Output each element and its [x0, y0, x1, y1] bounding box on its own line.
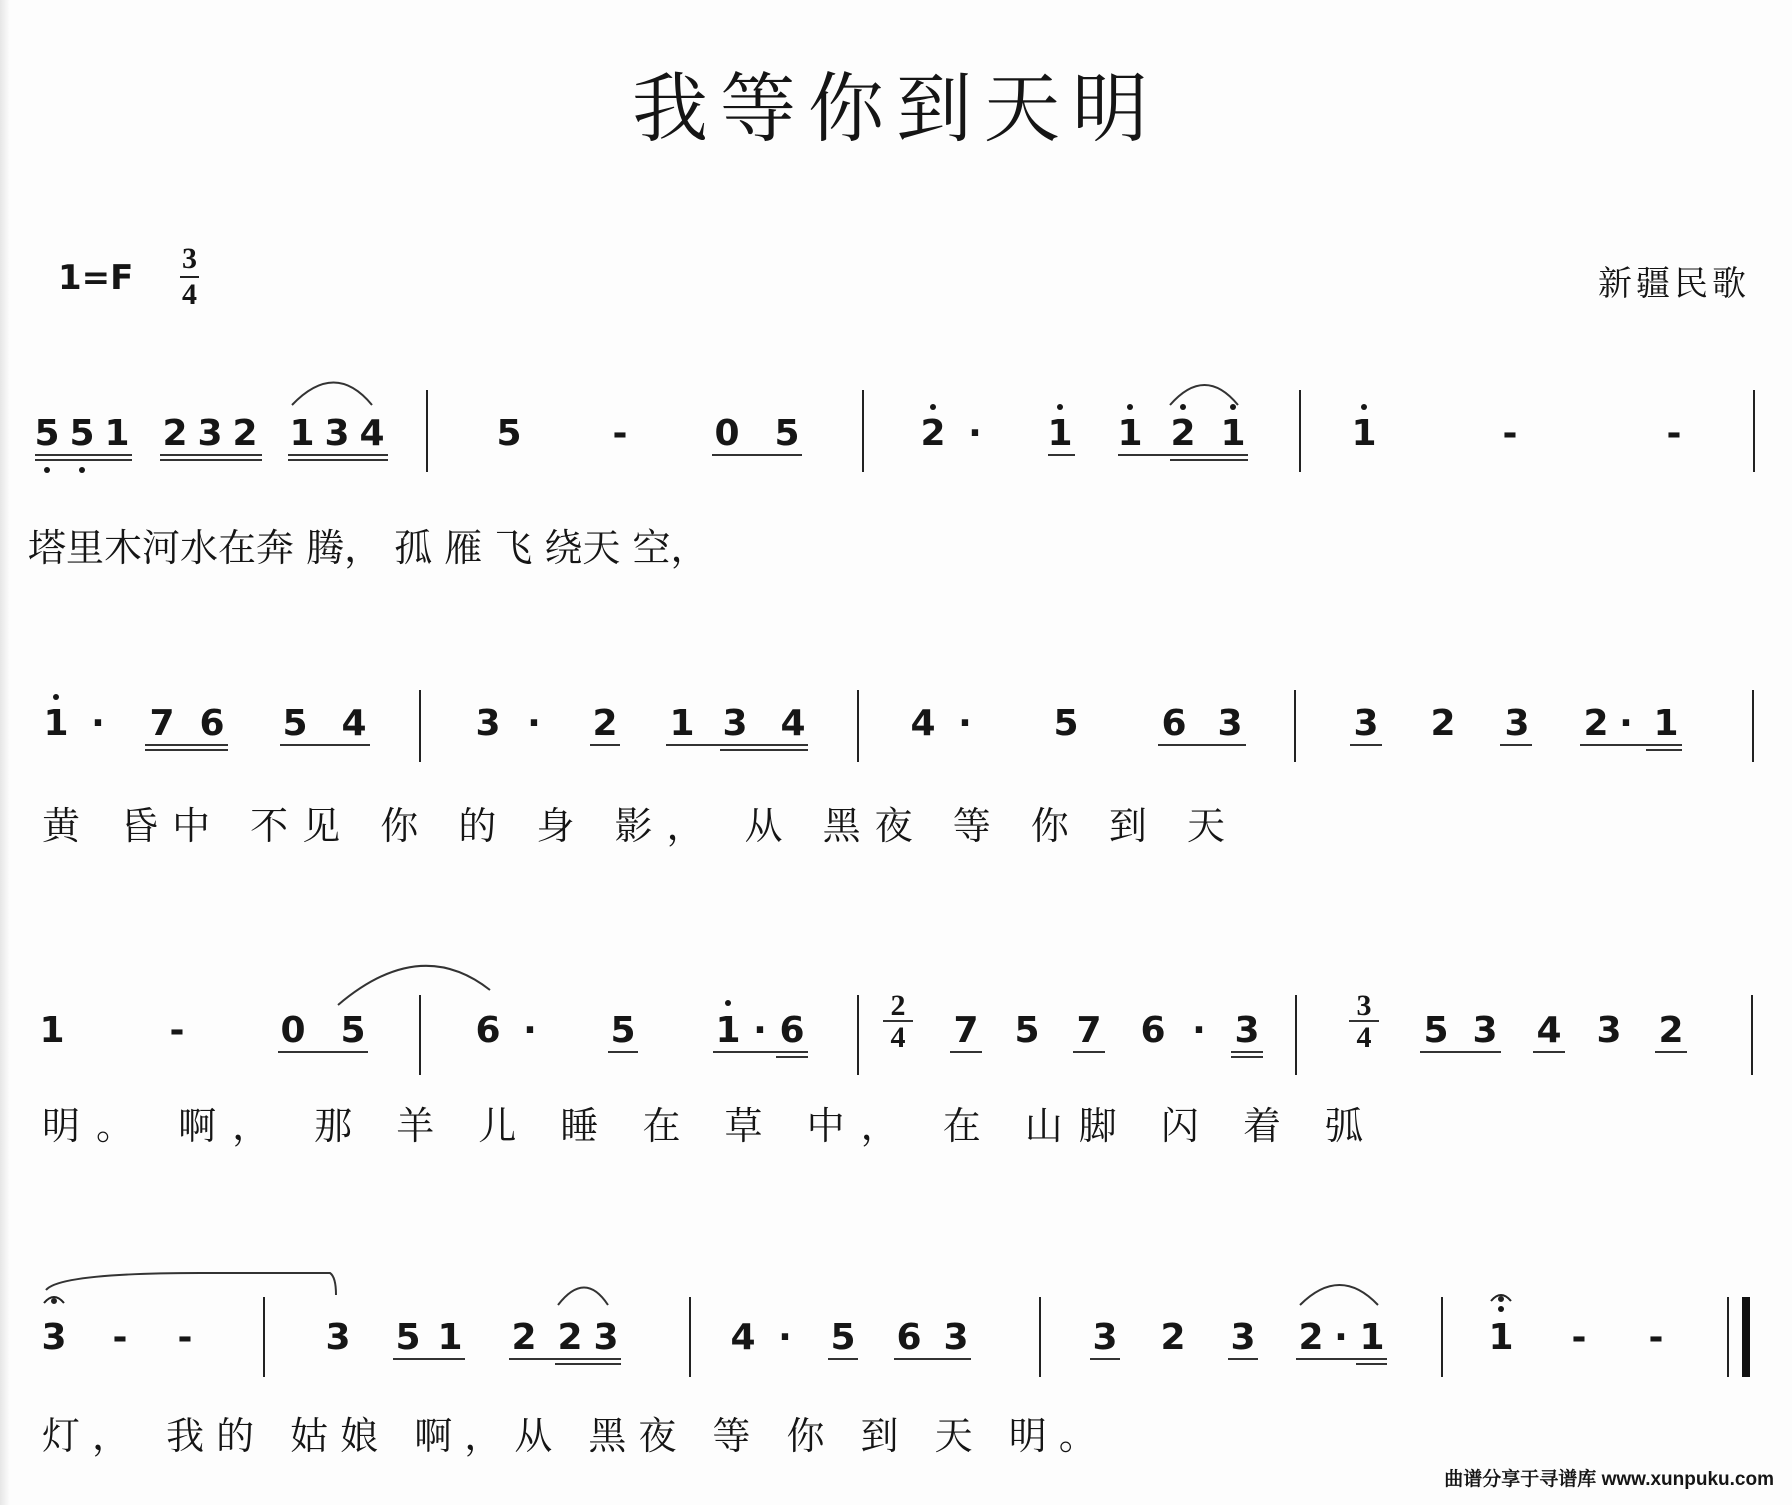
note: 3 [1092, 1317, 1118, 1358]
note: - [1666, 413, 1682, 454]
underlines [46, 1273, 1387, 1364]
composer: 新疆民歌 [1598, 264, 1750, 304]
note: 2 [1658, 1010, 1684, 1051]
time-signature-denominator: 4 [182, 278, 197, 311]
note: 1 [715, 1010, 741, 1051]
note: 4 [359, 413, 385, 454]
note: · [753, 1010, 767, 1051]
note: 1 [1351, 413, 1377, 454]
staff-system-4 [0, 1285, 1792, 1485]
note: - [1648, 1317, 1664, 1358]
tie [46, 1273, 336, 1295]
note: · [523, 1010, 537, 1051]
note: 2 [232, 413, 258, 454]
note: 5 [1053, 703, 1079, 744]
note: 1 [43, 703, 69, 744]
note: 2 [1430, 703, 1456, 744]
note: 1 [39, 1010, 65, 1051]
note: - [169, 1010, 185, 1051]
note: 4 [910, 703, 936, 744]
note: 4 [341, 703, 367, 744]
note: 3 [1234, 1010, 1260, 1051]
octave-dots [725, 1000, 731, 1006]
staff-system-2 [0, 665, 1792, 865]
time-change-2-4-numerator: 2 [890, 989, 906, 1022]
song-title: 我等你到天明 [632, 64, 1160, 153]
note: · [778, 1317, 792, 1358]
note: 2 [1583, 703, 1609, 744]
note: 0 [714, 413, 740, 454]
note: 3 [325, 1317, 351, 1358]
note: - [1502, 413, 1518, 454]
note: 6 [779, 1010, 805, 1051]
note: 5 [69, 413, 95, 454]
note: 1 [1488, 1317, 1514, 1358]
note: · [1334, 1317, 1348, 1358]
note: 4 [730, 1317, 756, 1358]
note: 5 [395, 1317, 421, 1358]
note: 2 [1170, 413, 1196, 454]
final-barline [1742, 1297, 1750, 1377]
slur [1170, 385, 1238, 405]
note: 3 [1596, 1010, 1622, 1051]
note: 1 [1047, 413, 1073, 454]
slur [338, 966, 490, 1005]
note: 1 [289, 413, 315, 454]
note: 1 [1117, 413, 1143, 454]
note: - [612, 413, 628, 454]
note: - [177, 1317, 193, 1358]
note: 3 [943, 1317, 969, 1358]
note: 6 [896, 1317, 922, 1358]
octave-dots [53, 694, 59, 700]
lyrics-line-4: 灯， 我的 姑娘 啊，从 黑夜 等 你 到 天 明。 [42, 1414, 1109, 1458]
staff-system-3 [0, 975, 1792, 1175]
note: 5 [1423, 1010, 1449, 1051]
note: 7 [149, 703, 175, 744]
note: 3 [1472, 1010, 1498, 1051]
note: 3 [593, 1317, 619, 1358]
note: 5 [34, 413, 60, 454]
note: 3 [1217, 703, 1243, 744]
note: 3 [722, 703, 748, 744]
note: 2 [162, 413, 188, 454]
note: 5 [610, 1010, 636, 1051]
note: 6 [1140, 1010, 1166, 1051]
watermark: 曲谱分享于寻谱库 www.xunpuku.com [1444, 1469, 1774, 1490]
note: 2 [557, 1317, 583, 1358]
note: - [1571, 1317, 1587, 1358]
note: 3 [1504, 703, 1530, 744]
octave-dots [1498, 1306, 1504, 1312]
time-change-3-4-denominator: 4 [1356, 1021, 1372, 1054]
note: 4 [1536, 1010, 1562, 1051]
lyrics-line-2: 黄 昏中 不见 你 的 身 影， 从 黑夜 等 你 到 天 [42, 804, 1239, 848]
note: 5 [496, 413, 522, 454]
note: · [1192, 1010, 1206, 1051]
note: · [958, 703, 972, 744]
note: 1 [1220, 413, 1246, 454]
key-signature: 1=F [58, 258, 134, 298]
note: 5 [1014, 1010, 1040, 1051]
note: · [527, 703, 541, 744]
underlines [145, 745, 1682, 750]
time-change-2-4-denominator: 4 [890, 1021, 906, 1054]
note: 6 [1161, 703, 1187, 744]
note: 5 [282, 703, 308, 744]
note: 1 [1653, 703, 1679, 744]
note: 1 [669, 703, 695, 744]
note: 3 [475, 703, 501, 744]
staff-system-1 [0, 375, 1792, 575]
lyrics-line-1: 塔里木河水在奔 腾， 孤 雁 飞 绕天 空， [28, 526, 709, 570]
note: 3 [1353, 703, 1379, 744]
time-signature [180, 244, 199, 310]
note: · [968, 413, 982, 454]
note: 5 [774, 413, 800, 454]
slur [558, 1288, 608, 1306]
slur [1300, 1285, 1378, 1305]
slur [292, 383, 372, 406]
note: 2 [511, 1317, 537, 1358]
note: - [112, 1317, 128, 1358]
note: 6 [475, 1010, 501, 1051]
note: 1 [437, 1317, 463, 1358]
note: 5 [830, 1317, 856, 1358]
note: 3 [324, 413, 350, 454]
note: 3 [1230, 1317, 1256, 1358]
note: 4 [780, 703, 806, 744]
note: 3 [41, 1317, 67, 1358]
note: 7 [1076, 1010, 1102, 1051]
note: 6 [199, 703, 225, 744]
note: · [91, 703, 105, 744]
note: · [1619, 703, 1633, 744]
note: 3 [197, 413, 223, 454]
note: 2 [592, 703, 618, 744]
note: 0 [280, 1010, 306, 1051]
note: 2 [920, 413, 946, 454]
note: 2 [1298, 1317, 1324, 1358]
note: 5 [340, 1010, 366, 1051]
time-signature-numerator: 3 [180, 244, 199, 278]
note: 2 [1160, 1317, 1186, 1358]
note: 1 [1359, 1317, 1385, 1358]
time-change-3-4-numerator: 3 [1356, 989, 1372, 1022]
note: 7 [953, 1010, 979, 1051]
note: 1 [104, 413, 130, 454]
barlines [420, 690, 1753, 762]
lyrics-line-3: 明。 啊， 那 羊 儿 睡 在 草 中， 在 山脚 闪 着 弧 [42, 1104, 1380, 1148]
